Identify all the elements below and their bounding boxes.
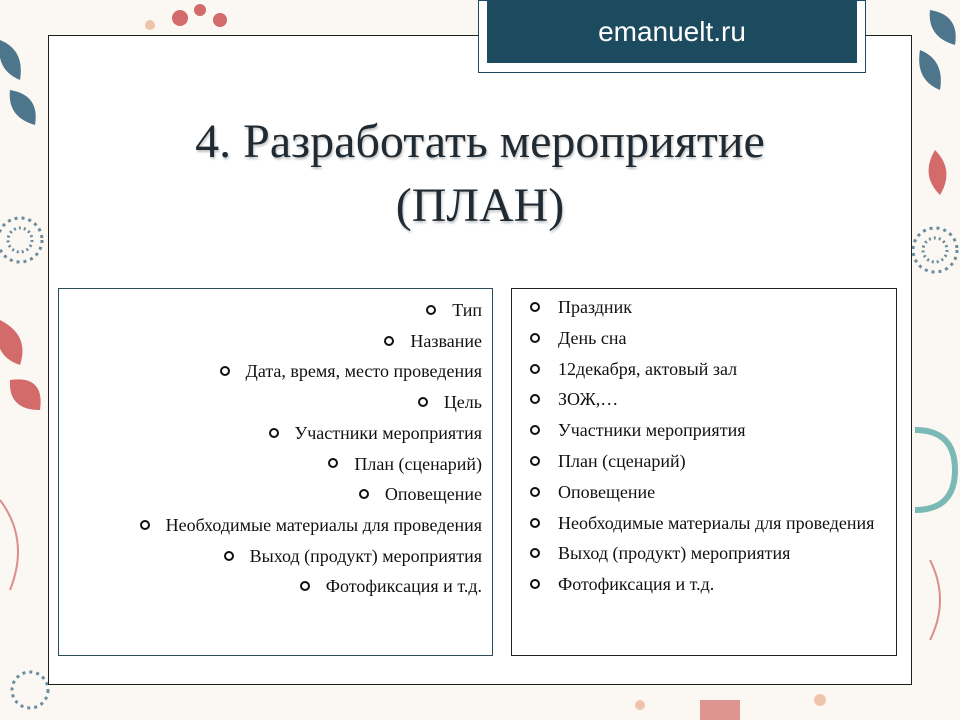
event-details-list <box>522 295 886 597</box>
list-item <box>522 480 886 505</box>
list-item-text: Цель <box>443 392 482 413</box>
list-item <box>522 418 886 443</box>
bullet-icon <box>530 364 540 374</box>
list-item-text: Название <box>410 330 482 351</box>
bullet-icon <box>530 579 540 589</box>
list-item-text: Выход (продукт) мероприятия <box>249 545 482 566</box>
list-item <box>522 295 886 320</box>
bullet-icon <box>384 336 394 346</box>
list-item <box>69 356 482 387</box>
bullet-icon <box>530 518 540 528</box>
list-item-text: День сна <box>558 327 627 348</box>
list-item-text: Участники мероприятия <box>558 420 746 441</box>
bullet-icon <box>328 458 338 468</box>
event-details-box <box>511 288 897 656</box>
bullet-icon <box>530 425 540 435</box>
list-item <box>522 326 886 351</box>
bullet-icon <box>418 397 428 407</box>
list-item-text: Оповещение <box>558 481 656 502</box>
bullet-icon <box>300 581 310 591</box>
list-item <box>69 541 482 572</box>
list-item-text: Фотофиксация и т.д. <box>558 574 715 595</box>
bullet-icon <box>140 520 150 530</box>
bullet-icon <box>530 487 540 497</box>
list-item-text: ЗОЖ,… <box>558 389 619 410</box>
list-item <box>522 387 886 412</box>
list-item-text: Необходимые материалы для проведения <box>165 514 482 535</box>
bullet-icon <box>530 333 540 343</box>
plan-items-box <box>58 288 493 656</box>
list-item <box>522 449 886 474</box>
list-item <box>69 510 482 541</box>
slide-title <box>48 110 912 238</box>
bullet-icon <box>530 456 540 466</box>
bullet-icon <box>359 489 369 499</box>
site-badge <box>487 0 857 63</box>
list-item <box>69 479 482 510</box>
list-item-text: Дата, время, место проведения <box>245 361 482 382</box>
list-item <box>69 387 482 418</box>
list-item <box>522 357 886 382</box>
list-item-text: Выход (продукт) мероприятия <box>558 543 791 564</box>
list-item <box>69 418 482 449</box>
list-item-text: План (сценарий) <box>558 450 686 471</box>
list-item <box>69 295 482 326</box>
list-item <box>522 511 886 536</box>
bullet-icon <box>530 394 540 404</box>
site-name: emanuelt.ru <box>598 15 746 47</box>
bullet-icon <box>426 305 436 315</box>
list-item <box>522 541 886 566</box>
bullet-icon <box>530 548 540 558</box>
list-item-text: Праздник <box>558 297 632 317</box>
list-item-text: План (сценарий) <box>354 453 482 474</box>
plan-items-list <box>69 295 482 602</box>
list-item <box>522 572 886 597</box>
list-item <box>69 571 482 602</box>
list-item-text: 12декабря, актовый зал <box>558 358 738 379</box>
list-item-text: Необходимые материалы для проведения <box>558 512 875 533</box>
list-item <box>69 449 482 480</box>
title-line-2: (ПЛАН) <box>395 179 565 232</box>
list-item-text: Оповещение <box>384 484 482 505</box>
list-item-text: Тип <box>452 300 482 320</box>
list-item <box>69 326 482 357</box>
bullet-icon <box>220 366 230 376</box>
list-item-text: Фотофиксация и т.д. <box>325 576 482 597</box>
bullet-icon <box>224 551 234 561</box>
list-item-text: Участники мероприятия <box>294 422 482 443</box>
bullet-icon <box>530 302 540 312</box>
bullet-icon <box>269 428 279 438</box>
title-line-1: 4. Разработать мероприятие <box>195 115 765 168</box>
